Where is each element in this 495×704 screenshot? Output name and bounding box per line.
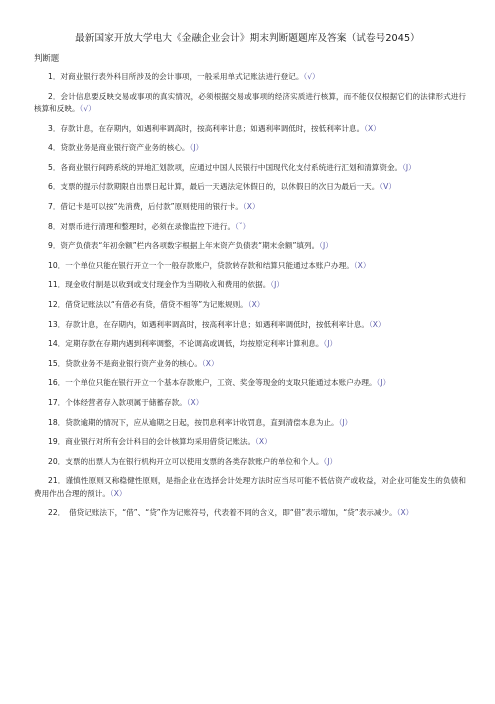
answer-mark: （J）: [376, 378, 391, 388]
question-text: 14．定期存款在存期内遇到利率调整，不论调高或调低，均按原定利率计算利息。: [48, 339, 324, 349]
question-item: [34, 221, 466, 233]
question-text: 2．会计信息要反映交易或事项的真实情况，必须根据交易或事项的经济实质进行核算，而不能仅仅根据它们的法律形式进行核算和反映。: [34, 91, 466, 113]
answer-mark: （V）: [379, 182, 396, 192]
question-text: 16．一个单位只能在银行开立一个基本存款账户，工资、奖金等现金的支取只能通过本账户办理。: [48, 378, 377, 388]
answer-mark: （X）: [242, 201, 260, 211]
question-item: [34, 162, 466, 174]
answer-mark: （J）: [323, 339, 338, 349]
answer-mark: （X）: [255, 437, 272, 447]
question-text: 20．支票的出票人为在银行机构开立可以使用支票的各类存款账户的单位和个人。: [48, 456, 324, 466]
question-item: [34, 436, 466, 448]
question-item: [34, 377, 466, 389]
answer-mark: （X）: [364, 123, 381, 133]
answer-mark: （X）: [247, 299, 265, 309]
question-text: 13．存款计息，在存期内，如遇利率调高时，按高利率计息；如遇利率调低时，按低利率计息。: [48, 319, 370, 329]
question-text: 21．谨慎性原则又称稳健性原则，是指企业在选择会计处理方法时应当尽可能不低估资产或收益，对企业可能发生的负债和费用作出合理的预计。: [34, 476, 466, 498]
question-item: [34, 417, 466, 429]
question-text: 7．借记卡是可以按“先消费，后付款”原则使用的银行卡。: [48, 201, 243, 211]
answer-mark: （X）: [353, 260, 371, 270]
answer-mark: （X）: [109, 488, 127, 498]
answer-mark: （J）: [402, 162, 416, 172]
question-item: [34, 397, 466, 409]
question-item: [34, 279, 466, 291]
question-text: 1．对商业银行表外科目所涉及的会计事项，一般采用单式记账法进行登记。: [48, 72, 304, 81]
question-item: [34, 338, 466, 350]
answer-mark: （J）: [270, 280, 284, 290]
section-heading: 判断题: [34, 53, 60, 63]
question-item: [34, 260, 466, 272]
question-text: 17．个体经营者存入款项属于储蓄存款。: [48, 397, 187, 407]
question-item: [34, 299, 466, 311]
document-title: 最新国家开放大学电大《金融企业会计》期末判断题题库及答案（试卷号2045）: [75, 33, 420, 44]
question-text: 11．现金收付制是以收到或支付现金作为当期收入和费用的依据。: [48, 280, 271, 290]
question-item: [34, 201, 466, 213]
question-text: 10．一个单位只能在银行开立一个一般存款账户，贷款转存款和结算只能通过本账户办理。: [48, 260, 354, 270]
answer-mark: （√）: [303, 72, 320, 81]
answer-mark: （J）: [338, 417, 353, 427]
answer-mark: （J）: [189, 143, 204, 153]
question-text: 5．各商业银行间跨系统的异地汇划款项，应通过中国人民银行中国现代化支付系统进行汇划和清算资金。: [48, 162, 403, 172]
answer-mark: （X）: [369, 319, 386, 329]
question-text: 22． 借贷记账法下，“借”、“贷”作为记账符号，代表着不同的含义，即“借”表示增加，“贷”表示减少。: [48, 508, 397, 518]
question-item: [34, 456, 466, 468]
question-item: [34, 123, 466, 135]
question-item: [34, 181, 466, 193]
question-item: [34, 358, 466, 370]
question-item: [34, 240, 466, 252]
question-item: [34, 71, 466, 83]
answer-mark: （X）: [186, 397, 204, 407]
question-text: 3．存款计息，在存期内，如遇利率调高时，按高利率计息；如遇利率调低时，按低利率计息。: [48, 123, 365, 133]
question-text: 6．支票的提示付款期限自出票日起计算，最后一天遇法定休假日的，以休假日的次日为最后一天。: [48, 182, 380, 192]
answer-mark: （X）: [396, 508, 414, 518]
question-item: [34, 91, 466, 116]
question-text: 9．资产负债表“年初余额”栏内各项数字根据上年末资产负债表“期末余额”填列。: [48, 241, 320, 251]
answer-mark: （X）: [201, 358, 219, 368]
question-list: [34, 71, 466, 527]
question-item: [34, 475, 466, 500]
answer-mark: （J）: [323, 456, 338, 466]
question-text: 18．贷款逾期的情况下，应从逾期之日起，按罚息利率计收罚息，直到清偿本息为止。: [48, 417, 339, 427]
answer-mark: （J）: [319, 241, 333, 251]
question-item: [34, 319, 466, 331]
question-text: 19．商业银行对所有会计科目的会计核算均采用借贷记账法。: [48, 437, 256, 447]
answer-mark: （˘）: [235, 221, 251, 231]
question-item: [34, 507, 466, 519]
question-text: 15．贷款业务不是商业银行资产业务的核心。: [48, 358, 202, 368]
answer-mark: （√）: [79, 104, 96, 113]
question-text: 8．对票币进行清理和整理时，必须在录像监控下进行。: [48, 221, 236, 231]
question-item: [34, 142, 466, 154]
question-text: 12．借贷记账法以“有借必有贷，借贷不相等”为记账规则。: [48, 299, 248, 309]
question-text: 4．贷款业务是商业银行资产业务的核心。: [48, 143, 190, 153]
